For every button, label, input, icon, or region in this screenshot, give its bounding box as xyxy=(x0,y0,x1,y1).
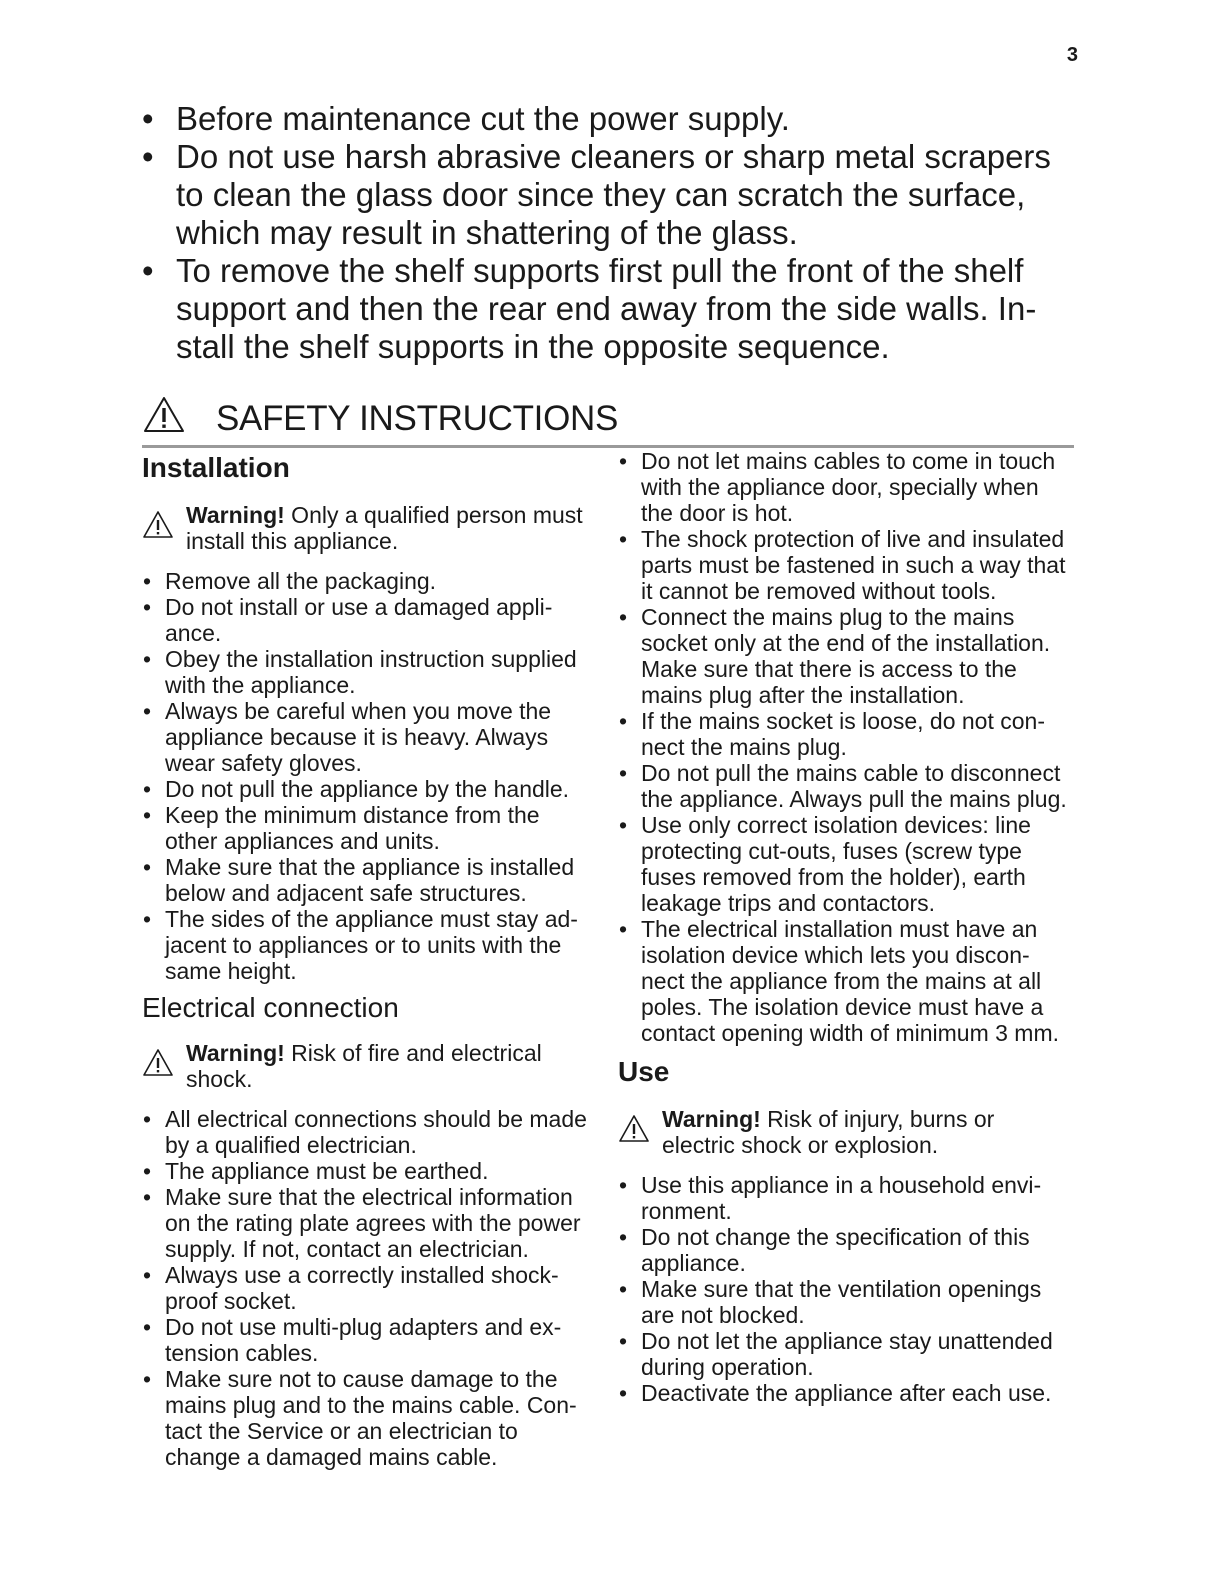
warning-label: Warning! xyxy=(186,502,285,528)
list-item: • Do not pull the appliance by the handle. xyxy=(142,776,594,802)
warning-label: Warning! xyxy=(662,1106,761,1132)
warning-text: Risk of injury, burns or electric shock or explosion. xyxy=(662,1106,995,1158)
safety-instructions-header xyxy=(142,393,1074,448)
use-list xyxy=(618,1172,1070,1406)
electrical-warning xyxy=(142,1040,594,1092)
electrical-list-continued xyxy=(618,448,1070,1046)
warning-text: Only a qualified person must install this appliance. xyxy=(186,502,583,554)
list-item: • Do not let mains cables to come in touch with the appliance door, specially when the door is hot. xyxy=(618,448,1070,526)
list-item: • Always use a correctly installed shock-proof socket. xyxy=(142,1262,594,1314)
warning-triangle-icon xyxy=(142,395,186,435)
installation-list xyxy=(142,568,594,984)
electrical-connection-heading: Electrical connection xyxy=(142,992,399,1023)
electrical-list xyxy=(142,1106,594,1470)
use-warning xyxy=(618,1106,1070,1158)
list-item: • The appliance must be earthed. xyxy=(142,1158,594,1184)
section-title: SAFETY INSTRUCTIONS xyxy=(216,399,619,438)
list-item: • Keep the minimum distance from the other appliances and units. xyxy=(142,802,594,854)
list-item: • The electrical installation must have an isolation device which lets you discon-nect the appliance from the mains at all poles. The isolation device must have a contact opening width of minimum 3 mm. xyxy=(618,916,1070,1046)
list-item: • Obey the installation instruction supplied with the appliance. xyxy=(142,646,594,698)
list-item: • The shock protection of live and insulated parts must be fastened in such a way that it cannot be removed without tools. xyxy=(618,526,1070,604)
list-item: • Do not use harsh abrasive cleaners or sharp metal scrapers to clean the glass door since they can scratch the surface, which may result in shattering of the glass. xyxy=(142,138,1072,252)
list-item: • Before maintenance cut the power supply. xyxy=(142,100,1072,138)
list-item: • Do not change the specification of this appliance. xyxy=(618,1224,1070,1276)
list-item: • Deactivate the appliance after each use. xyxy=(618,1380,1070,1406)
list-item: • Always be careful when you move the appliance because it is heavy. Always wear safety gloves. xyxy=(142,698,594,776)
maintenance-list xyxy=(142,100,1072,366)
warning-triangle-icon xyxy=(142,510,174,540)
use-heading: Use xyxy=(618,1056,670,1087)
installation-warning xyxy=(142,502,594,554)
list-item: • Use this appliance in a household envi-ronment. xyxy=(618,1172,1070,1224)
list-item: • The sides of the appliance must stay ad-jacent to appliances or to units with the same height. xyxy=(142,906,594,984)
warning-label: Warning! xyxy=(186,1040,285,1066)
list-item: • If the mains socket is loose, do not con-nect the mains plug. xyxy=(618,708,1070,760)
warning-triangle-icon xyxy=(618,1114,650,1144)
list-item: • Make sure that the ventilation openings are not blocked. xyxy=(618,1276,1070,1328)
list-item: • Do not install or use a damaged appli-ance. xyxy=(142,594,594,646)
installation-heading: Installation xyxy=(142,452,290,483)
list-item: • Make sure not to cause damage to the mains plug and to the mains cable. Con-tact the Service or an electrician to change a damaged mains cable. xyxy=(142,1366,594,1470)
list-item: • Connect the mains plug to the mains socket only at the end of the installation. Make sure that there is access to the mains plug after the installation. xyxy=(618,604,1070,708)
list-item: • Do not let the appliance stay unattended during operation. xyxy=(618,1328,1070,1380)
list-item: • To remove the shelf supports first pull the front of the shelf support and then the rear end away from the side walls. In-stall the shelf supports in the opposite sequence. xyxy=(142,252,1072,366)
list-item: • Make sure that the electrical information on the rating plate agrees with the power supply. If not, contact an electrician. xyxy=(142,1184,594,1262)
list-item: • Remove all the packaging. xyxy=(142,568,594,594)
list-item: • Do not pull the mains cable to disconnect the appliance. Always pull the mains plug. xyxy=(618,760,1070,812)
warning-text: Risk of fire and electrical shock. xyxy=(186,1040,542,1092)
left-column xyxy=(142,448,594,1470)
list-item: • All electrical connections should be made by a qualified electrician. xyxy=(142,1106,594,1158)
list-item: • Use only correct isolation devices: line protecting cut-outs, fuses (screw type fuses removed from the holder), earth leakage trips and contactors. xyxy=(618,812,1070,916)
list-item: • Make sure that the appliance is installed below and adjacent safe structures. xyxy=(142,854,594,906)
list-item: • Do not use multi-plug adapters and ex-tension cables. xyxy=(142,1314,594,1366)
right-column xyxy=(618,448,1070,1406)
warning-triangle-icon xyxy=(142,1048,174,1078)
page-number: 3 xyxy=(1066,44,1078,66)
